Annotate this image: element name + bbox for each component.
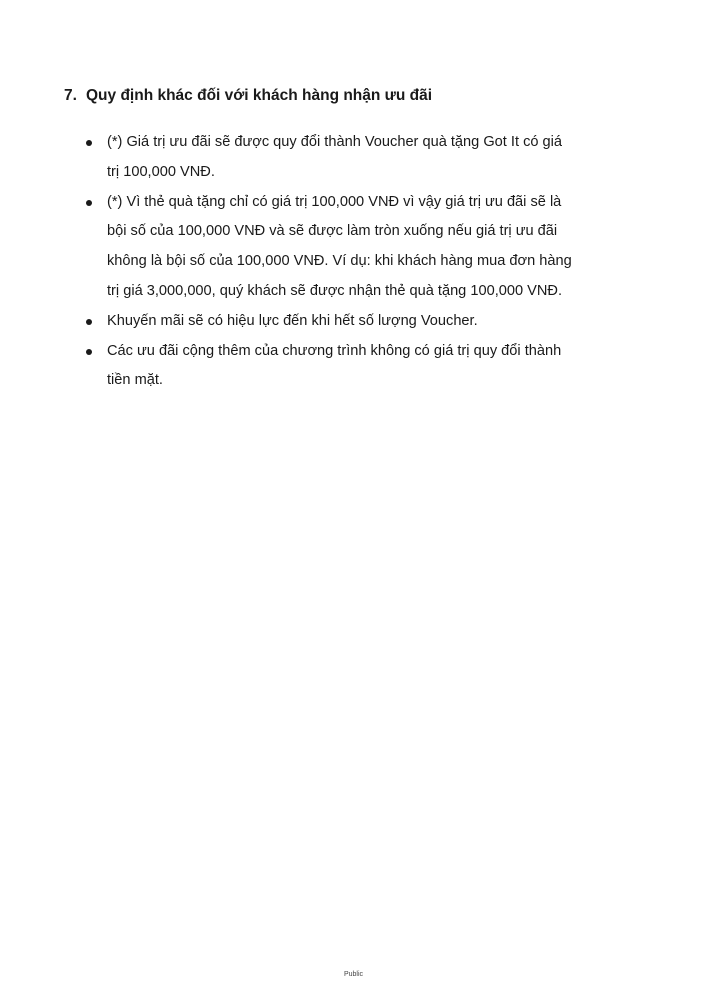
- list-item: [0, 307, 627, 337]
- bullet-dot-icon: [86, 140, 92, 146]
- list-item-line: (*) Giá trị ưu đãi sẽ được quy đổi thành Voucher quà tặng Got It có giá: [107, 134, 563, 150]
- section-title: Quy định khác đối với khách hàng nhận ưu đãi: [86, 87, 433, 104]
- list-item: [0, 188, 627, 307]
- bullet-list: [0, 128, 627, 396]
- list-item-line: Khuyến mãi sẽ có hiệu lực đến khi hết số lượng Voucher.: [107, 312, 478, 329]
- bullet-dot-icon: [86, 200, 92, 206]
- list-item-line: trị 100,000 VNĐ.: [107, 163, 215, 180]
- list-item-line: (*) Vì thẻ quà tặng chỉ có giá trị 100,000 VNĐ vì vậy giá trị ưu đãi sẽ là: [107, 193, 562, 210]
- section-heading: [64, 86, 432, 106]
- bullet-dot-icon: [86, 349, 92, 355]
- bullet-dot-icon: [86, 319, 92, 325]
- list-item-line: bội số của 100,000 VNĐ và sẽ được làm tròn xuống nếu giá trị ưu đãi: [107, 223, 558, 240]
- list-item: [0, 337, 627, 397]
- list-item-line: không là bội số của 100,000 VNĐ. Ví dụ: khi khách hàng mua đơn hàng: [107, 253, 572, 270]
- list-item-line: trị giá 3,000,000, quý khách sẽ được nhận thẻ quà tặng 100,000 VNĐ.: [107, 282, 563, 299]
- section-number: 7.: [64, 87, 77, 104]
- classification-footer: Public: [343, 971, 364, 978]
- list-item-line: tiền mặt.: [107, 372, 163, 389]
- list-item-line: Các ưu đãi cộng thêm của chương trình không có giá trị quy đổi thành: [107, 342, 562, 359]
- list-item: [0, 128, 627, 188]
